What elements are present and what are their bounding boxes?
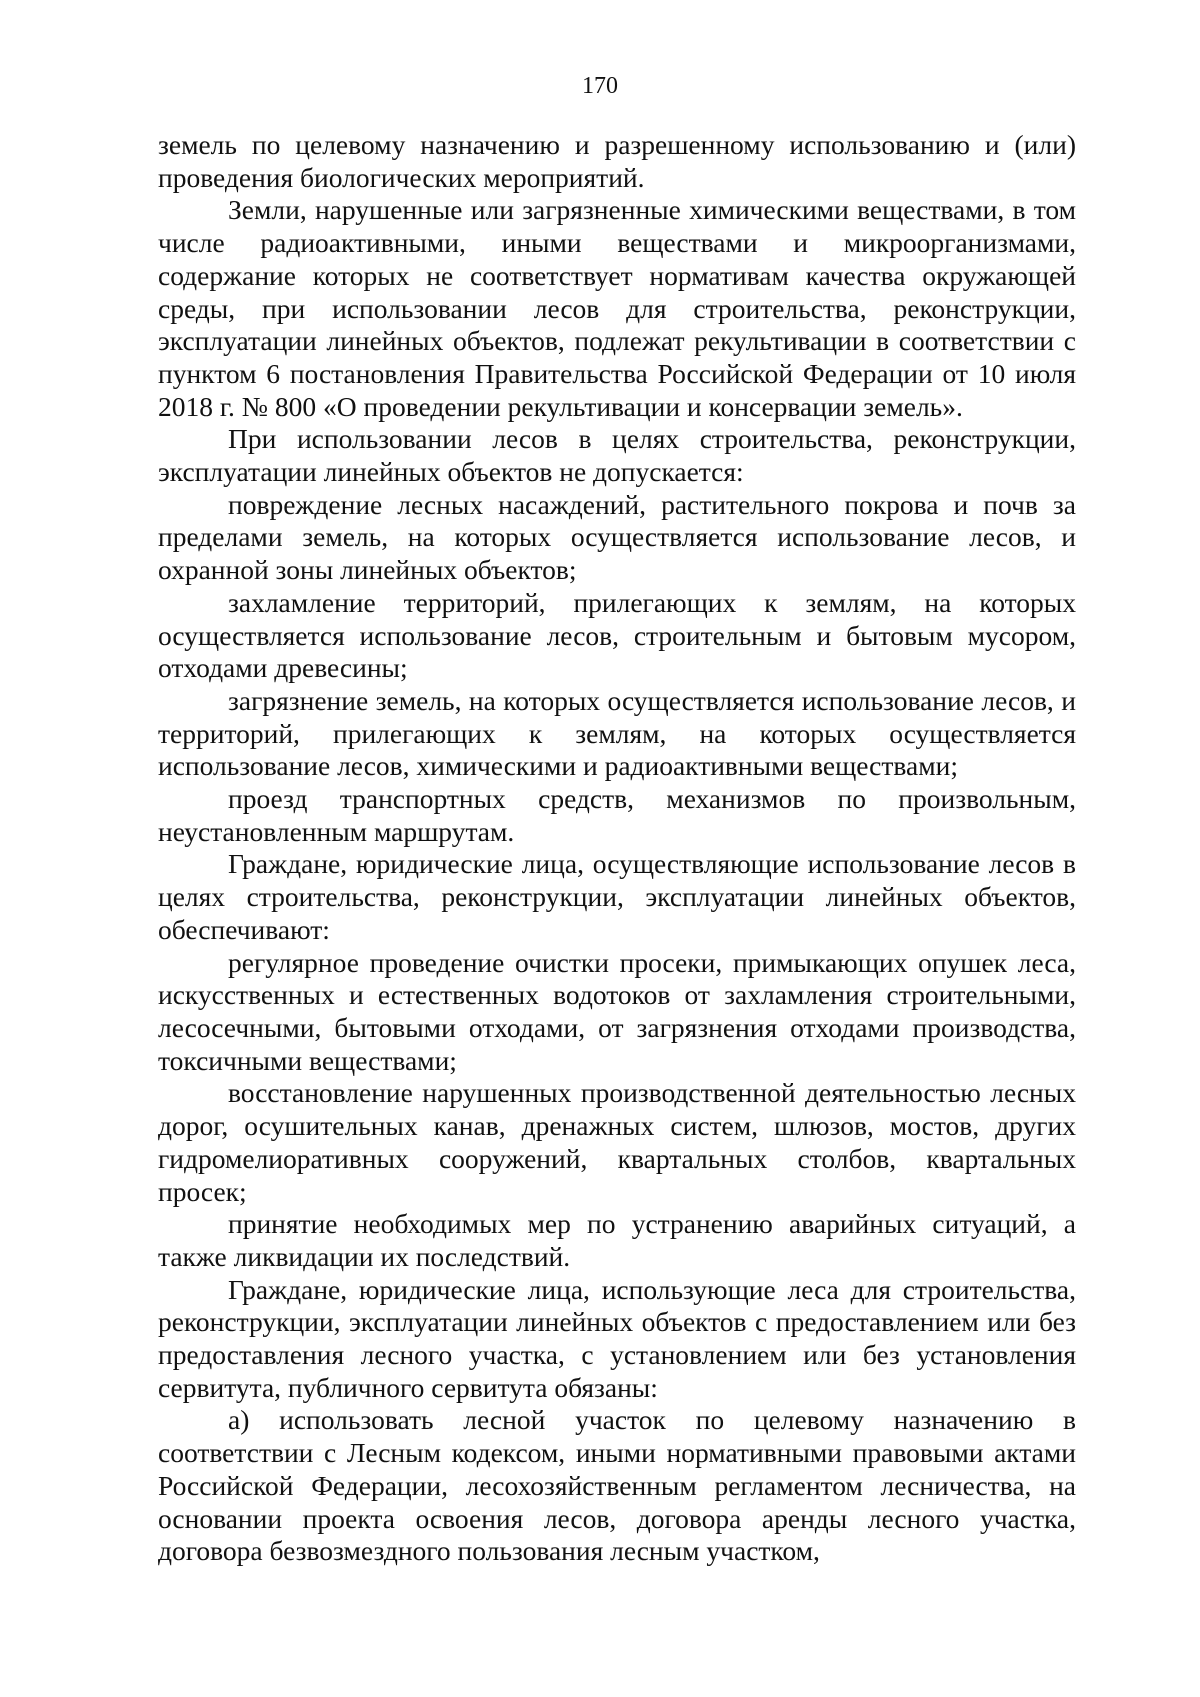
paragraph: Граждане, юридические лица, использующие леса для строительства, реконструкции, эксплуатации линейных объектов с предоставлением или без предоставления лесного участка, с установлением или без установления сервитута, публичного сервитута обязаны: — [158, 1273, 1076, 1403]
page-number: 170 — [582, 73, 618, 99]
paragraph: захламление территорий, прилегающих к землям, на которых осуществляется использование лесов, строительным и бытовым мусором, отходами древесины; — [158, 586, 1076, 684]
paragraph: При использовании лесов в целях строительства, реконструкции, эксплуатации линейных объектов не допускается: — [158, 423, 1076, 488]
paragraph: регулярное проведение очистки просеки, примыкающих опушек леса, искусственных и естественных водотоков от захламления строительными, лесосечными, бытовыми отходами, от загрязнения отходами производства, токсичными веществами; — [158, 946, 1076, 1076]
paragraph: земель по целевому назначению и разрешенному использованию и (или) проведения биологических мероприятий. — [158, 129, 1076, 193]
paragraph: принятие необходимых мер по устранению аварийных ситуаций, а также ликвидации их последствий. — [158, 1208, 1076, 1272]
paragraph: Граждане, юридические лица, осуществляющие использование лесов в целях строительства, реконструкции, эксплуатации линейных объектов, обеспечивают: — [158, 848, 1076, 945]
paragraph: загрязнение земель, на которых осуществляется использование лесов, и территорий, прилегающих к землям, на которых осуществляется использование лесов, химическими и радиоактивными веществами; — [158, 684, 1076, 782]
paragraph: а) использовать лесной участок по целевому назначению в соответствии с Лесным кодексом, иными нормативными правовыми актами Российской Федерации, лесохозяйственным регламентом лесничества, на основании проекта освоения лесов, договора аренды лесного участка, договора безвозмездного пользования лесным участком, — [158, 1404, 1076, 1567]
document-body — [158, 129, 1076, 1568]
paragraph: проезд транспортных средств, механизмов по произвольным, неустановленным маршрутам. — [158, 783, 1076, 847]
paragraph: повреждение лесных насаждений, растительного покрова и почв за пределами земель, на которых осуществляется использование лесов, и охранной зоны линейных объектов; — [158, 488, 1076, 586]
paragraph: Земли, нарушенные или загрязненные химическими веществами, в том числе радиоактивными, иными веществами и микроорганизмами, содержание которых не соответствует нормативам качества окружающей среды, при использовании лесов для строительства, реконструкции, эксплуатации линейных объектов, подлежат рекультивации в соответствии с пунктом 6 постановления Правительства Российской Федерации от 10 июля 2018 г. № 800 «О проведении рекультивации и консервации земель». — [158, 194, 1076, 422]
paragraph: восстановление нарушенных производственной деятельностью лесных дорог, осушительных канав, дренажных систем, шлюзов, мостов, других гидромелиоративных сооружений, квартальных столбов, квартальных просек; — [158, 1077, 1076, 1207]
